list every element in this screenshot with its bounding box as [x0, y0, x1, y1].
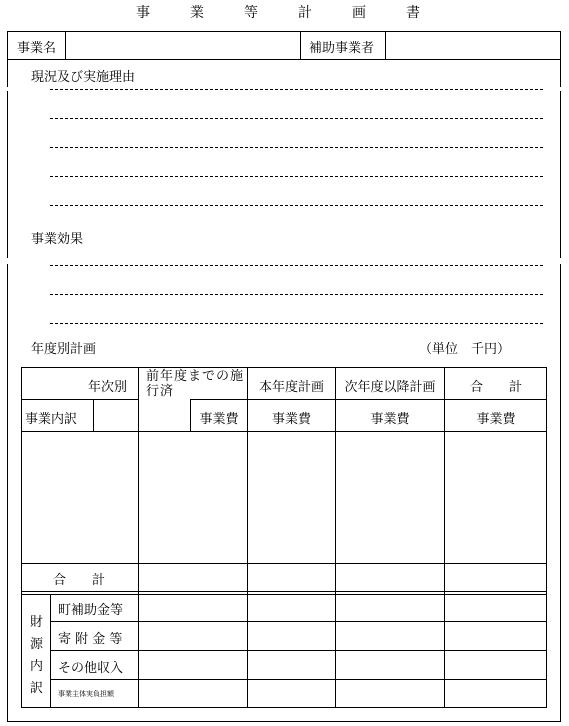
funding-row-other: その他収入 [58, 661, 124, 676]
writing-line [50, 89, 543, 90]
writing-line [50, 118, 543, 119]
table-line [21, 594, 547, 595]
table-line [21, 399, 138, 400]
border-gap [558, 87, 564, 91]
funding-row-self-burden: 事業主体実負担額 [58, 690, 114, 698]
total-header: 合 計 [469, 380, 522, 395]
cost-label-next: 事業費 [370, 412, 410, 427]
operator-label: 補助事業者 [309, 41, 375, 56]
year-header: 年次別 [88, 380, 128, 395]
cost-label-prev: 事業費 [199, 412, 239, 427]
writing-line [50, 176, 543, 177]
this-year-header: 本年度計画 [258, 380, 324, 395]
operator-field[interactable] [392, 37, 554, 55]
writing-line [50, 265, 543, 266]
page-title: 事 業 等 計 画 書 [136, 5, 433, 21]
header-bottom-line [7, 59, 561, 60]
cost-label-this: 事業費 [271, 412, 311, 427]
effect-heading: 事業効果 [31, 232, 84, 247]
table-line [190, 399, 547, 400]
unit-label: （単位 千円） [419, 342, 511, 357]
table-line [21, 591, 547, 592]
total-row-label: 合 計 [53, 573, 106, 588]
project-name-field[interactable] [72, 37, 294, 55]
status-reason-heading: 現況及び実施理由 [31, 70, 136, 85]
writing-line [50, 294, 543, 295]
table-line [50, 621, 547, 622]
table-line [93, 399, 94, 431]
funding-label: 財源内訳 [30, 615, 44, 696]
prev-year-header: 前年度までの施行済 [146, 369, 245, 399]
table-line [138, 367, 139, 708]
writing-line [50, 205, 543, 206]
funding-row-subsidy: 町補助金等 [58, 603, 124, 618]
table-line [50, 594, 51, 708]
table-line [50, 679, 547, 680]
header-divider-1 [65, 31, 66, 59]
table-line [21, 563, 547, 564]
border-gap [4, 87, 10, 91]
cost-label-total: 事業費 [476, 412, 516, 427]
breakdown-header: 事業内訳 [25, 412, 78, 427]
next-year-header: 次年度以降計画 [344, 380, 436, 395]
writing-line [50, 147, 543, 148]
header-divider-2 [300, 31, 301, 59]
writing-line [50, 323, 543, 324]
table-line [21, 431, 547, 432]
project-name-label: 事業名 [17, 41, 57, 56]
border-gap [4, 258, 10, 264]
funding-row-donation: 寄 附 金 等 [58, 632, 123, 647]
header-divider-3 [385, 31, 386, 59]
annual-plan-heading: 年度別計画 [31, 342, 97, 357]
border-gap [558, 258, 564, 264]
table-line [50, 650, 547, 651]
